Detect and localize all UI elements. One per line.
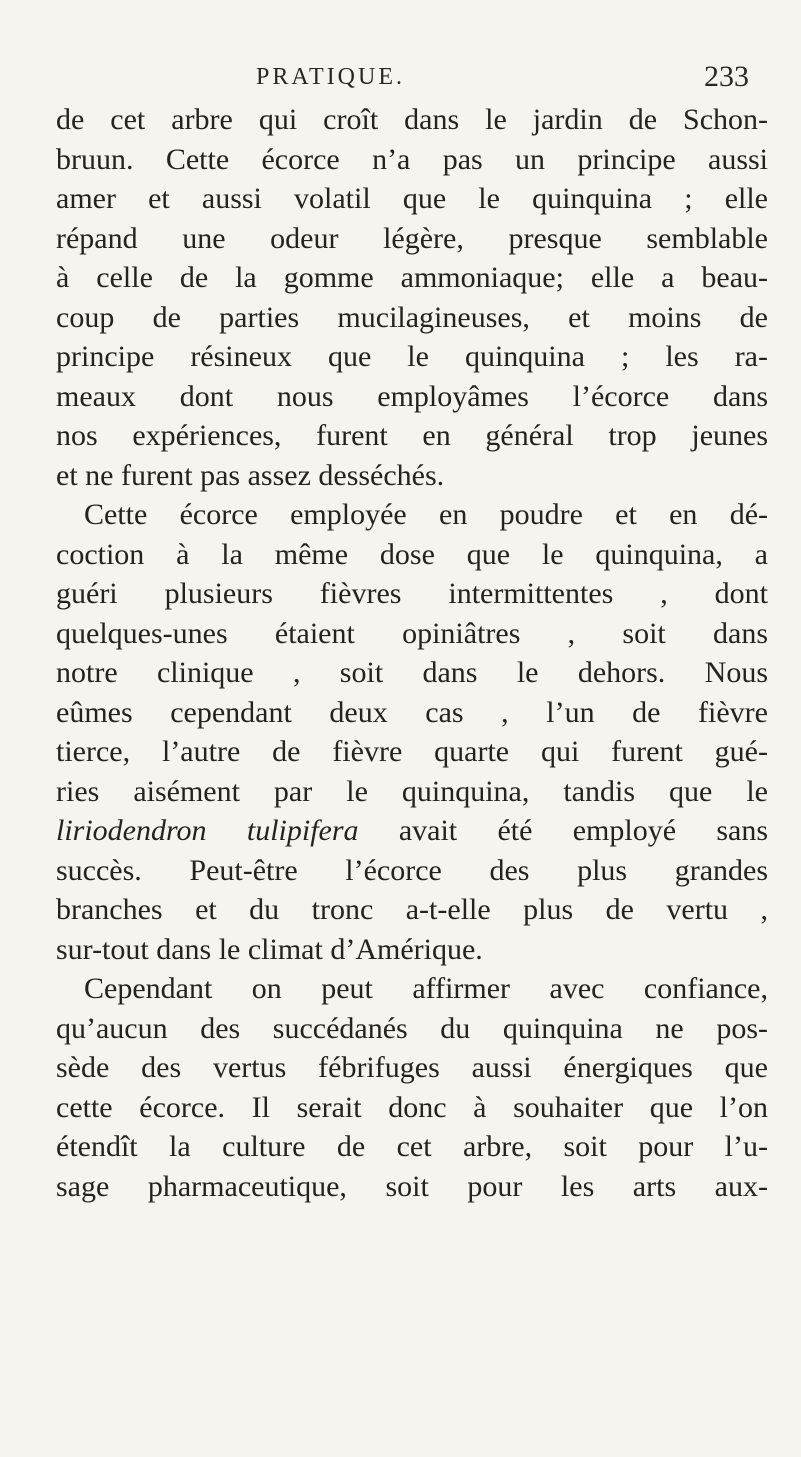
text-line: ries aisément par le quinquina, tandis que le [56, 774, 768, 808]
text-line: amer et aussi volatil que le quinquina ; elle [56, 182, 768, 215]
text-line: meaux dont nous employâmes l’écorce dans [56, 379, 768, 413]
text-line: tierce, l’autre de fièvre quarte qui furent gué- [56, 735, 768, 768]
text-line: principe résineux que le quinquina ; les ra- [56, 340, 768, 373]
text-line: qu’aucun des succédanés du quinquina ne pos- [56, 1011, 768, 1045]
paragraph-start-line: Cependant on peut affirmer avec confiance, [84, 972, 768, 1005]
running-head [0, 60, 801, 96]
paragraph-start-line: Cette écorce employée en poudre et en dé- [84, 498, 768, 531]
text-line: nos expériences, furent en général trop jeunes [56, 419, 768, 452]
page-number: 233 [704, 60, 749, 93]
text-line: coup de parties mucilagineuses, et moins de [56, 300, 768, 334]
text-line: succès. Peut-être l’écorce des plus grandes [56, 853, 768, 887]
text-line: étendît la culture de cet arbre, soit pour l’u- [56, 1130, 768, 1163]
text-line: à celle de la gomme ammoniaque; elle a beau- [56, 261, 768, 294]
text-line-with-italic [56, 811, 768, 851]
text-line: quelques-unes étaient opiniâtres , soit dans [56, 616, 768, 650]
text-line: guéri plusieurs fièvres intermittentes , dont [56, 577, 768, 610]
species-name-italic: liriodendron tulipifera [56, 814, 359, 847]
running-title: PRATIQUE. [256, 64, 406, 90]
text-line: répand une odeur légère, presque semblable [56, 221, 768, 255]
text-line: branches et du tronc a-t-elle plus de vertu , [56, 893, 768, 926]
text-line: coction à la même dose que le quinquina, a [56, 537, 768, 571]
text-line-rest: avait été employé sans [358, 814, 768, 847]
text-line: bruun. Cette écorce n’a pas un principe aussi [56, 142, 768, 176]
text-line: notre clinique , soit dans le dehors. Nous [56, 656, 768, 689]
text-line: cette écorce. Il serait donc à souhaiter que l’on [56, 1090, 768, 1124]
paragraph-end-line: sur-tout dans le climat d’Amérique. [56, 932, 483, 966]
text-line: sède des vertus fébrifuges aussi énergiques que [56, 1051, 768, 1084]
body-text [56, 100, 768, 1206]
paragraph-end-line: et ne furent pas assez desséchés. [56, 458, 445, 492]
text-line: eûmes cependant deux cas , l’un de fièvre [56, 695, 768, 729]
text-line: sage pharmaceutique, soit pour les arts aux- [56, 1169, 768, 1203]
text-line: de cet arbre qui croît dans le jardin de Schon- [56, 103, 768, 136]
